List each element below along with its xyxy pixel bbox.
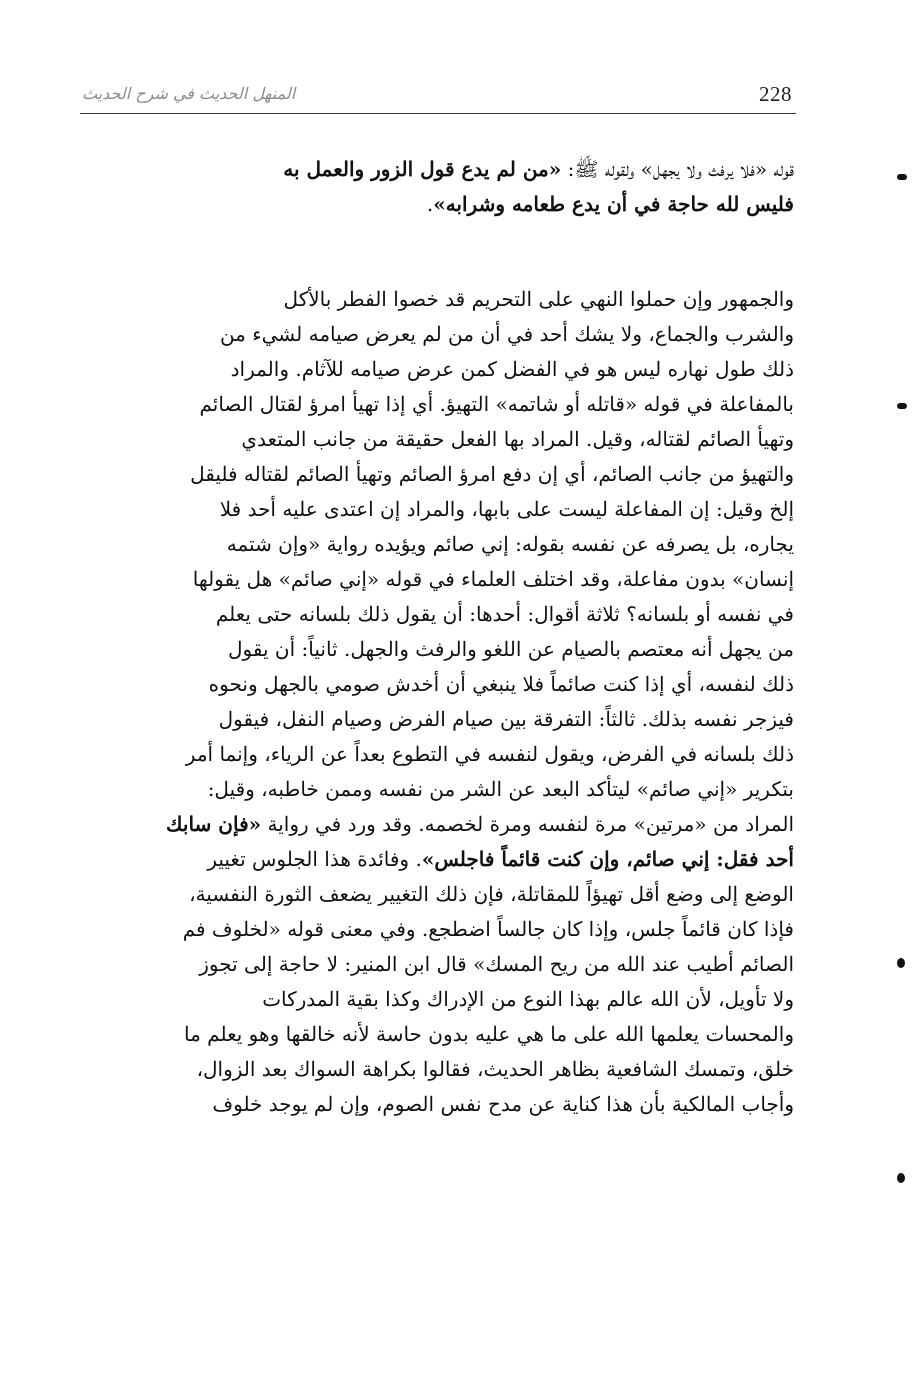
text-line bbox=[78, 982, 794, 1017]
line-text: . bbox=[426, 192, 434, 216]
hadith-quote: «فإن سابك bbox=[166, 812, 262, 836]
text-line bbox=[78, 492, 794, 527]
running-title: المنهل الحديث في شرح الحديث bbox=[82, 84, 296, 103]
margin-mark bbox=[897, 1173, 905, 1183]
main-paragraph bbox=[78, 282, 794, 1122]
text-line bbox=[78, 842, 794, 877]
line-text: والشرب والجماع، ولا يشك أحد في أن من لم يعرض صيامه لشيء من bbox=[219, 322, 794, 346]
line-text: ذلك بلسانه في الفرض، ويقول لنفسه في التطوع بعداً عن الرياء، وإنما أمر bbox=[185, 742, 794, 766]
text-line bbox=[78, 187, 794, 222]
line-text: والتهيؤ من جانب الصائم، أي إن دفع امرؤ الصائم وتهيأ الصائم لقتاله فليقل bbox=[190, 462, 794, 486]
line-text: يجاره، بل يصرفه عن نفسه بقوله: إني صائم ويؤيده رواية «وإن شتمه bbox=[226, 532, 794, 556]
hadith-quote: «من لم يدع قول الزور والعمل به bbox=[283, 157, 562, 181]
text-line bbox=[78, 912, 794, 947]
text-line bbox=[78, 772, 794, 807]
line-text: بتكرير «إني صائم» ليتأكد البعد عن الشر من نفسه وممن خاطبه، وقيل: bbox=[207, 777, 794, 801]
line-text: وتهيأ الصائم لقتاله، وقيل. المراد بها الفعل حقيقة من جانب المتعدي bbox=[241, 427, 794, 451]
margin-mark bbox=[897, 958, 905, 968]
text-line bbox=[78, 1052, 794, 1087]
text-line bbox=[78, 1017, 794, 1052]
line-text: المراد من «مرتين» مرة لنفسه ومرة لخصمه. وقد ورد في رواية bbox=[261, 812, 794, 836]
text-line bbox=[78, 667, 794, 702]
page-header bbox=[80, 82, 796, 112]
line-text: وأجاب المالكية بأن هذا كناية عن مدح نفس الصوم، وإن لم يوجد خلوف bbox=[212, 1092, 794, 1116]
text-line bbox=[78, 317, 794, 352]
text-line bbox=[78, 457, 794, 492]
text-line bbox=[78, 282, 794, 317]
header-rule bbox=[80, 113, 796, 114]
text-line bbox=[78, 527, 794, 562]
text-line bbox=[78, 562, 794, 597]
text-line bbox=[78, 352, 794, 387]
line-text: ذلك لنفسه، أي إذا كنت صائماً فلا ينبغي أن أخدش صومي بالجهل ونحوه bbox=[208, 672, 794, 696]
hadith-quote: فليس لله حاجة في أن يدع طعامه وشرابه» bbox=[433, 192, 794, 216]
line-text: والمحسات يعلمها الله على ما هي عليه بدون حاسة لأنه خالقها وهو يعلم ما bbox=[184, 1022, 794, 1046]
text-line bbox=[78, 422, 794, 457]
line-text: خلق، وتمسك الشافعية بظاهر الحديث، فقالوا بكراهة السواك بعد الزوال، bbox=[196, 1057, 794, 1081]
text-line bbox=[78, 807, 794, 842]
line-text: بالمفاعلة في قوله «قاتله أو شاتمه» التهيؤ. أي إذا تهيأ امرؤ لقتال الصائم bbox=[199, 392, 794, 416]
line-text: . وفائدة هذا الجلوس تغيير bbox=[207, 847, 422, 871]
margin-mark bbox=[897, 403, 907, 409]
line-text: ولا تأويل، لأن الله عالم بهذا النوع من الإدراك وكذا بقية المدركات bbox=[262, 987, 794, 1011]
line-text: في نفسه أو بلسانه؟ ثلاثة أقوال: أحدها: أن يقول ذلك بلسانه حتى يعلم bbox=[215, 602, 794, 626]
text-line bbox=[78, 152, 794, 187]
intro-paragraph bbox=[78, 152, 794, 222]
line-text: فإذا كان قائماً جلس، وإذا كان جالساً اضطجع. وفي معنى قوله «لخلوف فم bbox=[182, 917, 794, 941]
text-line bbox=[78, 387, 794, 422]
line-text: إنسان» بدون مفاعلة، وقد اختلف العلماء في قوله «إني صائم» هل يقولها bbox=[192, 567, 794, 591]
line-text: ذلك طول نهاره ليس هو في الفضل كمن عرض صيامه للآثام. والمراد bbox=[230, 357, 794, 381]
line-text: قوله «فلا يرفث ولا يجهل» ولقوله ﷺ: bbox=[561, 157, 794, 181]
text-line bbox=[78, 737, 794, 772]
page-number: 228 bbox=[759, 82, 792, 106]
text-line bbox=[78, 597, 794, 632]
text-line bbox=[78, 877, 794, 912]
margin-mark bbox=[897, 174, 907, 180]
text-line bbox=[78, 947, 794, 982]
line-text: فيزجر نفسه بذلك. ثالثاً: التفرقة بين صيام الفرض وصيام النفل، فيقول bbox=[218, 707, 794, 731]
line-text: من يجهل أنه معتصم بالصيام عن اللغو والرفث والجهل. ثانياً: أن يقول bbox=[228, 637, 794, 661]
line-text: الصائم أطيب عند الله من ريح المسك» قال ابن المنير: لا حاجة إلى تجوز bbox=[199, 952, 794, 976]
line-text: والجمهور وإن حملوا النهي على التحريم قد خصوا الفطر بالأكل bbox=[283, 287, 794, 311]
line-text: إلخ وقيل: إن المفاعلة ليست على بابها، والمراد إن اعتدى عليه أحد فلا bbox=[219, 497, 794, 521]
hadith-quote: أحد فقل: إني صائم، وإن كنت قائماً فاجلس» bbox=[421, 847, 794, 871]
text-line bbox=[78, 1087, 794, 1122]
text-line bbox=[78, 632, 794, 667]
text-line bbox=[78, 702, 794, 737]
line-text: الوضع إلى وضع أقل تهيؤاً للمقاتلة، فإن ذلك التغيير يضعف الثورة النفسية، bbox=[189, 882, 794, 906]
